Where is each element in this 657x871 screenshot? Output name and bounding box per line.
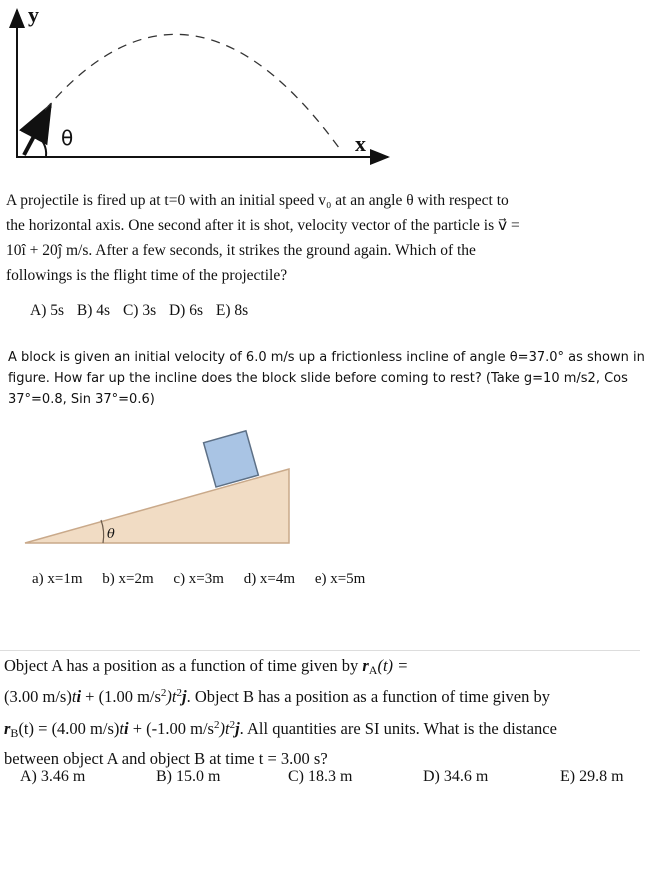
angle-label-2: θ (107, 527, 115, 542)
angle-label-1: θ (61, 126, 74, 150)
subscript: B (10, 726, 19, 740)
problem3-line (4, 651, 644, 682)
position-vector-symbol: r (362, 656, 369, 675)
answer-choice[interactable]: E) 8s (215, 302, 249, 319)
problem1-line: A projectile is fired up at t=0 with an initial speed v₀ at an angle θ with respect to (6, 192, 509, 209)
text-span: (3.00 m/s) (4, 687, 72, 706)
text-span: )t (219, 719, 230, 738)
answer-choice[interactable]: D) 6s (168, 302, 203, 319)
subscript: A (368, 663, 378, 677)
problem2-choices (32, 571, 381, 588)
superscript: 2 (176, 687, 183, 699)
sliding-block (204, 431, 259, 487)
unit-vector-j: j (182, 687, 187, 706)
problem3-line (4, 682, 644, 714)
answer-choice[interactable]: b) x=2m (102, 571, 154, 587)
time-symbol: t (71, 687, 77, 706)
text-span: + (1.00 m/s (81, 687, 161, 706)
trajectory-curve (45, 34, 342, 152)
x-axis-label: x (355, 131, 366, 156)
problem2-line: 37°=0.8, Sin 37°=0.6) (8, 392, 155, 407)
y-axis-label: y (28, 2, 39, 27)
problem1-line: 10î + 20ĵ m/s. After a few seconds, it strikes the ground again. Which of the (6, 242, 476, 259)
unit-vector-j: j (235, 719, 240, 738)
problem2-line: A block is given an initial velocity of 6.0 m/s up a frictionless incline of angle θ=37.0° as shown in (8, 350, 645, 365)
problem3-text (4, 651, 644, 772)
text-span: (t) = (377, 656, 409, 675)
problem1-text (6, 188, 646, 288)
position-vector-symbol: r (4, 719, 11, 738)
answer-choice[interactable]: c) x=3m (173, 571, 224, 587)
time-symbol: t (119, 719, 124, 738)
problem2-text (8, 347, 648, 410)
text-span: . Object B has a position as a function of time given by (186, 687, 550, 706)
unit-vector-i: i (76, 687, 82, 706)
problem3-line: between object A and object B at time t = 3.00 s? (4, 749, 328, 768)
text-span: (t) = (4.00 m/s) (18, 719, 120, 738)
superscript: 2 (213, 719, 220, 731)
answer-choice[interactable]: A) 5s (30, 302, 65, 319)
launch-angle-arc (36, 135, 46, 156)
unit-vector-i: i (124, 719, 129, 738)
answer-choice[interactable]: C) 3s (122, 302, 157, 319)
answer-choice[interactable]: E) 29.8 m (560, 768, 624, 785)
problem1-choices (30, 302, 257, 320)
answer-choice[interactable]: e) x=5m (314, 571, 366, 587)
answer-choice[interactable]: A) 3.46 m (20, 768, 86, 785)
answer-choice[interactable]: C) 18.3 m (288, 768, 353, 785)
superscript: 2 (160, 687, 167, 699)
answer-choice[interactable]: B) 4s (76, 302, 111, 319)
text-span: + (-1.00 m/s (128, 719, 214, 738)
problem3-line (4, 714, 644, 746)
problem1-line: followings is the flight time of the projectile? (6, 267, 288, 284)
text-span: . All quantities are SI units. What is the distance (239, 719, 557, 738)
problem2-line: figure. How far up the incline does the block slide before coming to rest? (Take g=10 m/s2, Cos (8, 371, 628, 386)
incline-wedge (25, 469, 289, 543)
text-span: Object A has a position as a function of time given by (4, 656, 363, 675)
problem1-line: the horizontal axis. One second after it is shot, velocity vector of the particle is v⃗ = (6, 217, 520, 234)
text-span: )t (166, 687, 177, 706)
superscript: 2 (229, 719, 236, 731)
answer-choice[interactable]: B) 15.0 m (156, 768, 221, 785)
answer-choice[interactable]: d) x=4m (243, 571, 296, 587)
answer-choice[interactable]: a) x=1m (32, 571, 83, 587)
answer-choice[interactable]: D) 34.6 m (423, 768, 489, 785)
